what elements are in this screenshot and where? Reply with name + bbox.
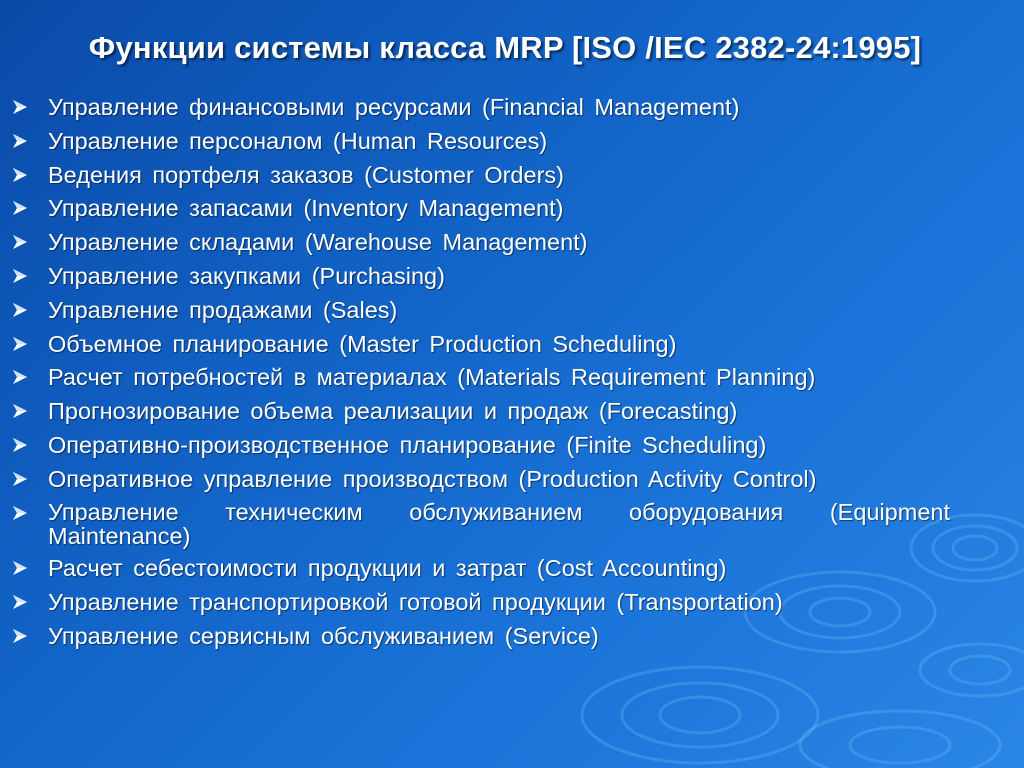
list-item-text: Оперативное управление производством (Production Activity Control) [48, 465, 817, 492]
arrowhead-bullet-icon [12, 471, 28, 487]
list-item [10, 94, 950, 120]
list-item [10, 263, 950, 289]
list-item-text: Оперативно-производственное планирование (Finite Scheduling) [48, 431, 767, 458]
arrowhead-bullet-icon [12, 403, 28, 419]
arrowhead-bullet-icon [12, 437, 28, 453]
list-item-text: Управление продажами (Sales) [48, 296, 398, 323]
list-item-text: Управление запасами (Inventory Management) [48, 195, 564, 222]
arrowhead-bullet-icon [12, 594, 28, 610]
list-item-text: Расчет потребностей в материалах (Materials Requirement Planning) [48, 364, 816, 391]
list-item [10, 555, 950, 581]
arrowhead-bullet-icon [12, 505, 28, 521]
arrowhead-bullet-icon [12, 369, 28, 385]
list-item-text: Управление транспортировкой готовой продукции (Transportation) [48, 589, 783, 616]
slide-title: Функции системы класса MRP [ISO /IEC 2382-24:1995] [88, 30, 922, 65]
list-item [10, 364, 950, 390]
arrowhead-bullet-icon [12, 628, 28, 644]
list-item [10, 432, 950, 458]
arrowhead-bullet-icon [12, 99, 28, 115]
list-item [10, 500, 950, 548]
list-item [10, 331, 950, 357]
arrowhead-bullet-icon [12, 560, 28, 576]
list-item [10, 162, 950, 188]
list-item [10, 398, 950, 424]
list-item-text: Расчет себестоимости продукции и затрат (Cost Accounting) [48, 555, 727, 582]
arrowhead-bullet-icon [12, 302, 28, 318]
arrowhead-bullet-icon [12, 234, 28, 250]
arrowhead-bullet-icon [12, 268, 28, 284]
list-item [10, 195, 950, 221]
list-item [10, 466, 950, 492]
function-list [10, 94, 950, 657]
arrowhead-bullet-icon [12, 200, 28, 216]
list-item-text: Прогнозирование объема реализации и продаж (Forecasting) [48, 398, 738, 425]
list-item-text: Управление закупками (Purchasing) [48, 262, 445, 289]
list-item [10, 297, 950, 323]
list-item-text: Ведения портфеля заказов (Customer Orders) [48, 161, 564, 188]
arrowhead-bullet-icon [12, 167, 28, 183]
list-item [10, 229, 950, 255]
arrowhead-bullet-icon [12, 133, 28, 149]
list-item-text: Управление складами (Warehouse Management) [48, 229, 588, 256]
list-item-text: Управление финансовыми ресурсами (Financial Management) [48, 94, 740, 120]
arrowhead-bullet-icon [12, 336, 28, 352]
list-item [10, 623, 950, 649]
list-item [10, 128, 950, 154]
list-item-text: Управление сервисным обслуживанием (Service) [48, 622, 599, 649]
list-item-text: Объемное планирование (Master Production Scheduling) [48, 330, 677, 357]
list-item-text: Управление персоналом (Human Resources) [48, 127, 548, 154]
list-item-text: Управление техническим обслуживанием оборудования (Equipment Maintenance) [48, 498, 950, 549]
list-item [10, 589, 950, 615]
